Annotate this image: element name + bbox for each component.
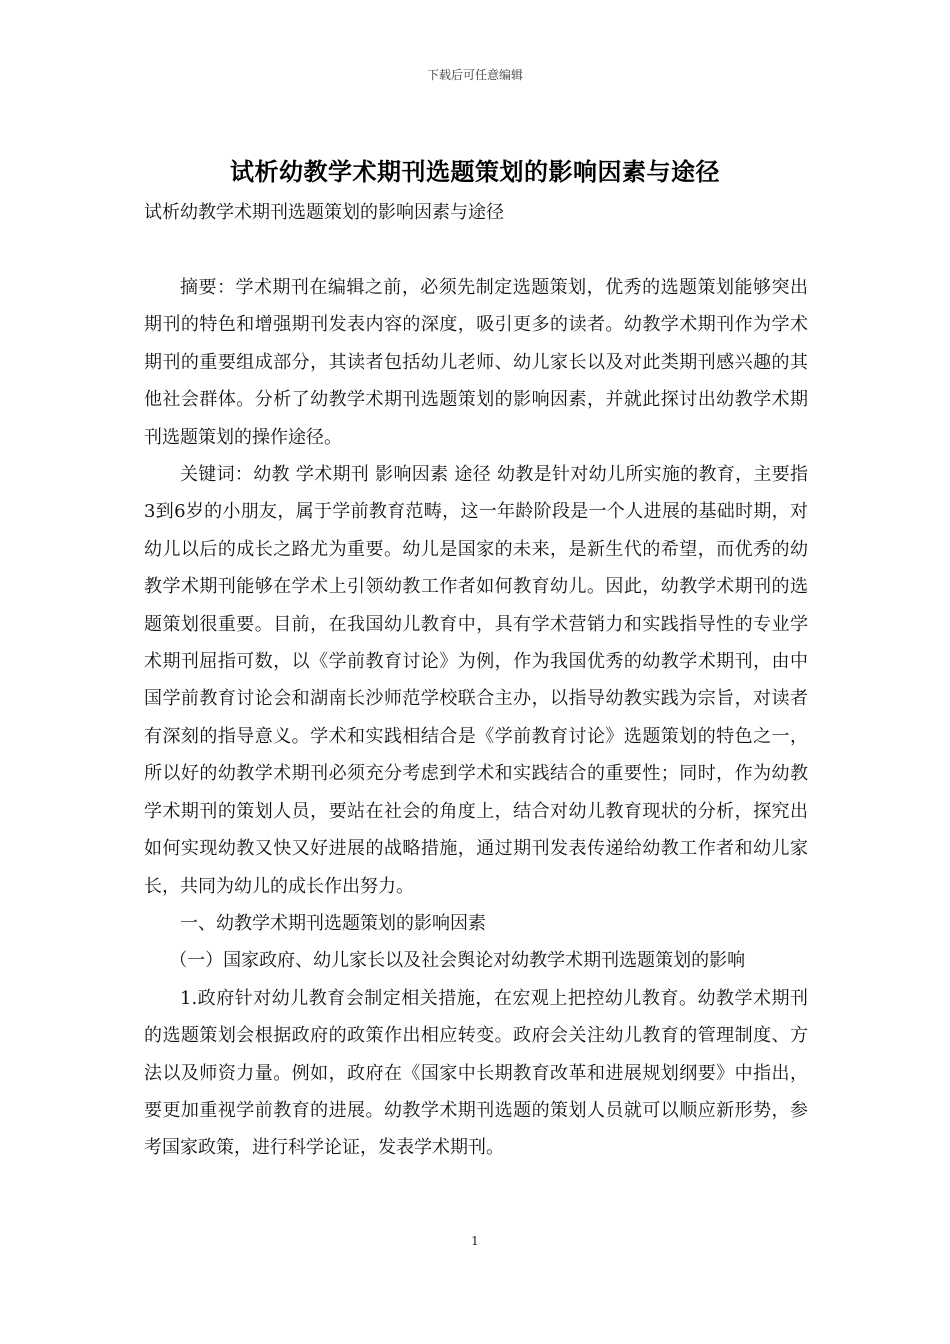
document-title: 试析幼教学术期刊选题策划的影响因素与途径: [230, 157, 720, 186]
document-body: [144, 269, 808, 1167]
abstract-paragraph: 摘要：学术期刊在编辑之前，必须先制定选题策划，优秀的选题策划能够突出期刊的特色和增强期刊发表内容的深度，吸引更多的读者。幼教学术期刊作为学术期刊的重要组成部分，其读者包括幼儿老师、幼儿家长以及对此类期刊感兴趣的其他社会群体。分析了幼教学术期刊选题策划的影响因素，并就此探讨出幼教学术期刊选题策划的操作途径。: [144, 277, 808, 448]
header-note: 下载后可任意编辑: [426, 68, 523, 82]
keywords-paragraph: 关键词：幼教 学术期刊 影响因素 途径 幼教是针对幼儿所实施的教育，主要指3到6岁的小朋友，属于学前教育范畴，这一年龄阶段是一个人进展的基础时期，对幼儿以后的成长之路尤为重要。幼儿是国家的未来，是新生代的希望，而优秀的幼教学术期刊能够在学术上引领幼教工作者如何教育幼儿。因此，幼教学术期刊的选题策划很重要。目前，在我国幼儿教育中，具有学术营销力和实践指导性的专业学术期刊屈指可数，以《学前教育讨论》为例，作为我国优秀的幼教学术期刊，由中国学前教育讨论会和湖南长沙师范学校联合主办，以指导幼教实践为宗旨，对读者有深刻的指导意义。学术和实践相结合是《学前教育讨论》选题策划的特色之一，所以好的幼教学术期刊必须充分考虑到学术和实践结合的重要性；同时，作为幼教学术期刊的策划人员，要站在社会的角度上，结合对幼儿教育现状的分析，探究出如何实现幼教又快又好进展的战略措施，通过期刊发表传递给幼教工作者和幼儿家长，共同为幼儿的成长作出努力。: [144, 464, 808, 897]
body-paragraph: 1.政府针对幼儿教育会制定相关措施，在宏观上把控幼儿教育。幼教学术期刊的选题策划会根据政府的政策作出相应转变。政府会关注幼儿教育的管理制度、方法以及师资力量。例如，政府在《国家中长期教育改革和进展规划纲要》中指出，要更加重视学前教育的进展。幼教学术期刊选题的策划人员就可以顺应新形势，参考国家政策，进行科学论证，发表学术期刊。: [144, 987, 808, 1159]
page-number: 1: [471, 1234, 479, 1248]
subsection-heading: （一）国家政府、幼儿家长以及社会舆论对幼教学术期刊选题策划的影响: [169, 950, 746, 972]
section-heading: 一、幼教学术期刊选题策划的影响因素: [180, 912, 486, 934]
document-subtitle: 试析幼教学术期刊选题策划的影响因素与途径: [144, 202, 504, 223]
